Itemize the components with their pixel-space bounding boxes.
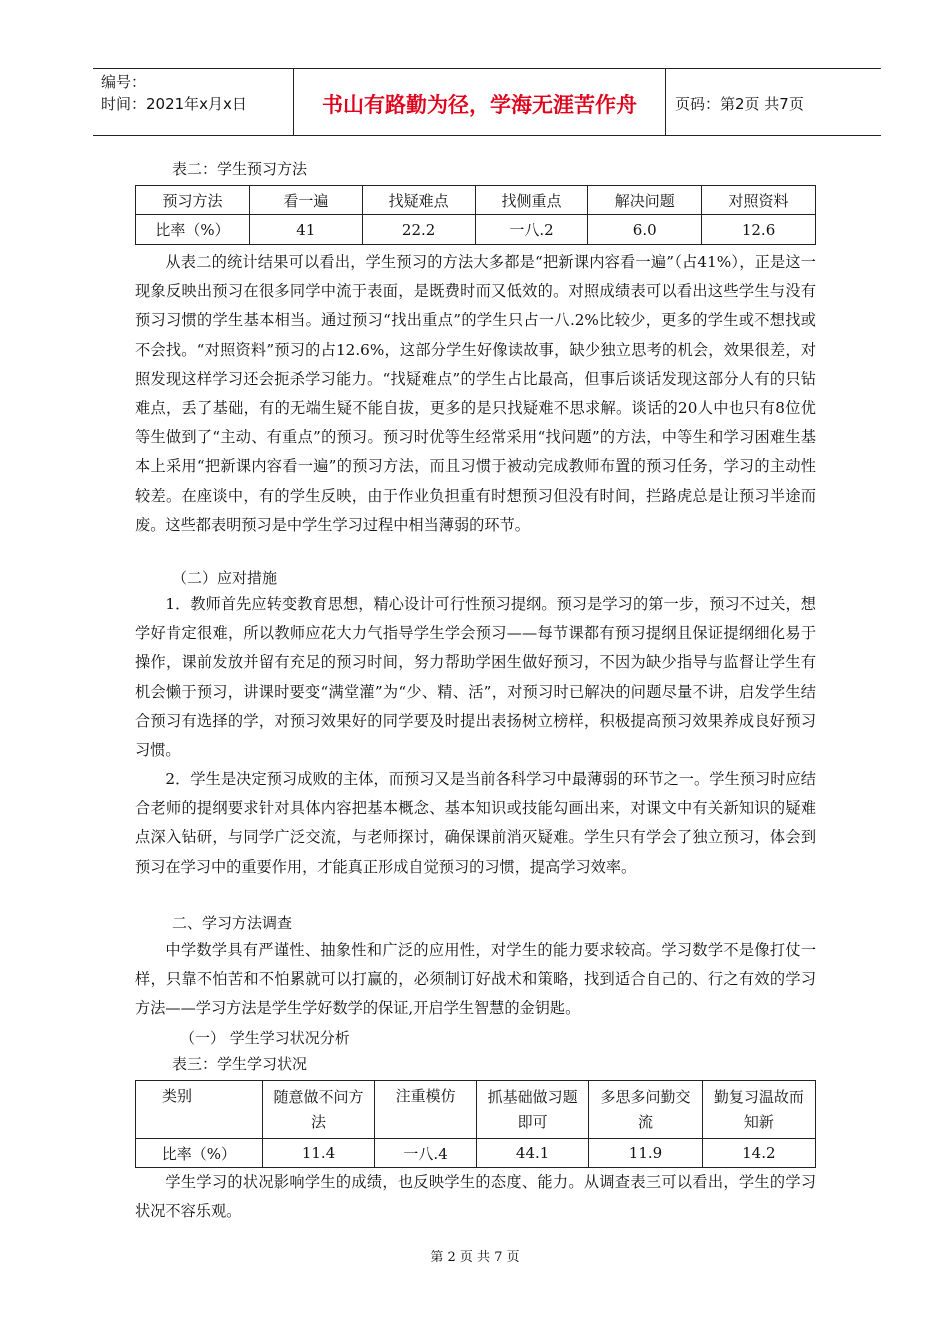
- table-cell: 比率（%）: [136, 1139, 263, 1168]
- table2-caption: 表二：学生预习方法: [172, 160, 308, 178]
- table-cell: 随意做不问方法: [262, 1081, 374, 1139]
- table-cell: 注重模仿: [375, 1081, 477, 1139]
- table-cell: 找侧重点: [475, 186, 588, 215]
- table-cell: 勤复习温故而知新: [702, 1081, 815, 1139]
- table2: [135, 185, 816, 245]
- page-header: [93, 68, 881, 136]
- table-cell: 14.2: [702, 1139, 815, 1168]
- paragraph: 2．学生是决定预习成败的主体，而预习又是当前各科学习中最薄弱的环节之一。学生预习时应结合老师的提纲要求针对具体内容把基本概念、基本知识或技能勾画出来，对课文中有关新知识的疑难点深入钻研，与同学广泛交流，与老师探讨，确保课前消灭疑难。学生只有学会了独立预习，体会到预习在学习中的重要作用，才能真正形成自觉预习的习惯，提高学习效率。: [135, 770, 816, 876]
- table-row: [136, 1139, 816, 1168]
- table-cell: 看一遍: [250, 186, 363, 215]
- section-heading: （一） 学生学习状况分析: [180, 1029, 350, 1047]
- header-page-number: 页码：第2页 共7页: [675, 95, 804, 113]
- table-cell: 多思多问勤交流: [589, 1081, 702, 1139]
- table-cell: 预习方法: [136, 186, 250, 215]
- table-row: [136, 186, 816, 215]
- table-cell: 抓基础做习题即可: [476, 1081, 588, 1139]
- paragraph: 1．教师首先应转变教育思想，精心设计可行性预习提纲。预习是学习的第一步，预习不过关，想学好肯定很难，所以教师应花大力气指导学生学会预习——每节课都有预习提纲且保证提纲细化易于操作，课前发放并留有充足的预习时间，努力帮助学困生做好预习，不因为缺少指导与监督让学生有机会懒于预习，讲课时要变“满堂灌”为“少、精、活”，对预习时已解决的问题尽量不讲，启发学生结合预习有选择的学，对预习效果好的同学要及时提出表扬树立榜样，积极提高预习效果养成良好预习习惯。: [135, 595, 816, 760]
- table-cell: 22.2: [362, 215, 475, 245]
- paragraph: 学生学习的状况影响学生的成绩，也反映学生的态度、能力。从调查表三可以看出，学生的学习状况不容乐观。: [135, 1173, 816, 1221]
- table-cell: 比率（%）: [136, 215, 250, 245]
- table-cell: 类别: [136, 1081, 263, 1139]
- header-motto: 书山有路勤为径，学海无涯苦作舟: [322, 93, 637, 117]
- code-label: 编号：: [101, 73, 147, 91]
- header-divider: [665, 69, 666, 135]
- section-heading: （二）应对措施: [172, 569, 278, 587]
- table-cell: 11.9: [589, 1139, 702, 1168]
- page-footer: 第 2 页 共 7 页: [430, 1250, 520, 1265]
- table-cell: 41: [250, 215, 363, 245]
- table-cell: 解决问题: [588, 186, 702, 215]
- paragraph: 中学数学具有严谨性、抽象性和广泛的应用性，对学生的能力要求较高。学习数学不是像打仗一样，只靠不怕苦和不怕累就可以打赢的，必须制订好战术和策略，找到适合自己的、行之有效的学习方法——学习方法是学生学好数学的保证,开启学生智慧的金钥匙。: [135, 941, 816, 1018]
- table-cell: 44.1: [476, 1139, 588, 1168]
- header-meta: [101, 71, 291, 115]
- table-cell: 11.4: [262, 1139, 374, 1168]
- table-cell: 6.0: [588, 215, 702, 245]
- table3: [135, 1080, 816, 1168]
- table-row: [136, 1081, 816, 1139]
- table-row: [136, 215, 816, 245]
- section-heading: 二、学习方法调查: [172, 914, 293, 932]
- paragraph: 从表二的统计结果可以看出，学生预习的方法大多都是“把新课内容看一遍”（占41%），正是这一现象反映出预习在很多同学中流于表面，是既费时而又低效的。对照成绩表可以看出这些学生与没有预习习惯的学生基本相当。通过预习“找出重点”的学生只占一八.2%比较少，更多的学生或不想找或不会找。“对照资料”预习的占12.6%，这部分学生好像读故事，缺少独立思考的机会，效果很差，对照发现这样学习还会扼杀学习能力。“找疑难点”的学生占比最高，但事后谈话发现这部分人有的只钻难点，丢了基础，有的无端生疑不能自拔，更多的是只找疑难不思求解。谈话的20人中也只有8位优等生做到了“主动、有重点”的预习。预习时优等生经常采用“找问题”的方法，中等生和学习困难生基本上采用“把新课内容看一遍”的预习方法，而且习惯于被动完成教师布置的预习任务，学习的主动性较差。在座谈中，有的学生反映，由于作业负担重有时想预习但没有时间，拦路虎总是让预习半途而废。这些都表明预习是中学生学习过程中相当薄弱的环节。: [135, 253, 816, 534]
- table-cell: 一八.4: [375, 1139, 477, 1168]
- table3-caption: 表三：学生学习状况: [172, 1055, 308, 1073]
- table-cell: 12.6: [702, 215, 816, 245]
- table-cell: 对照资料: [702, 186, 816, 215]
- time-label: 时间：2021年x月x日: [101, 95, 247, 113]
- table-cell: 找疑难点: [362, 186, 475, 215]
- table-cell: 一八.2: [475, 215, 588, 245]
